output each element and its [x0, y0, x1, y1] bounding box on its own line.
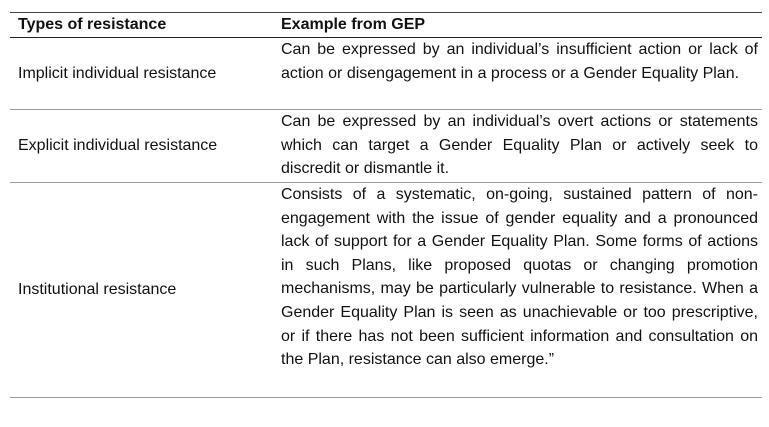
table-header-row	[10, 13, 762, 38]
table-row	[10, 183, 762, 398]
resistance-type-cell: Institutional resistance	[18, 281, 177, 298]
example-cell: Can be expressed by an individual’s insufficient action or lack of action or disengagement in a process or a Gender Equality Plan.	[281, 41, 758, 82]
resistance-types-table	[10, 12, 762, 398]
resistance-type-cell: Explicit individual resistance	[18, 137, 218, 154]
example-cell: Consists of a systematic, on-going, sustained pattern of non-engagement with the issue of gender equality and a pronounced lack of support for a Gender Equality Plan. Some forms of actions in such Plans, like proposed quotas or changing promotion mechanisms, may be particularly vulnerable to resistance. When a Gender Equality Plan is seen as unachievable or too prescriptive, or if there has not been sufficient information and consultation on the Plan, resistance can also emerge.”	[281, 186, 758, 369]
table-row	[10, 38, 762, 110]
header-example-from-gep: Example from GEP	[281, 16, 426, 33]
table-row	[10, 110, 762, 183]
resistance-type-cell: Implicit individual resistance	[18, 64, 217, 82]
header-types-of-resistance: Types of resistance	[18, 16, 167, 33]
example-cell: Can be expressed by an individual’s overt actions or statements which can target a Gender Equality Plan or actively seek to discredit or dismantle it.	[281, 113, 758, 178]
